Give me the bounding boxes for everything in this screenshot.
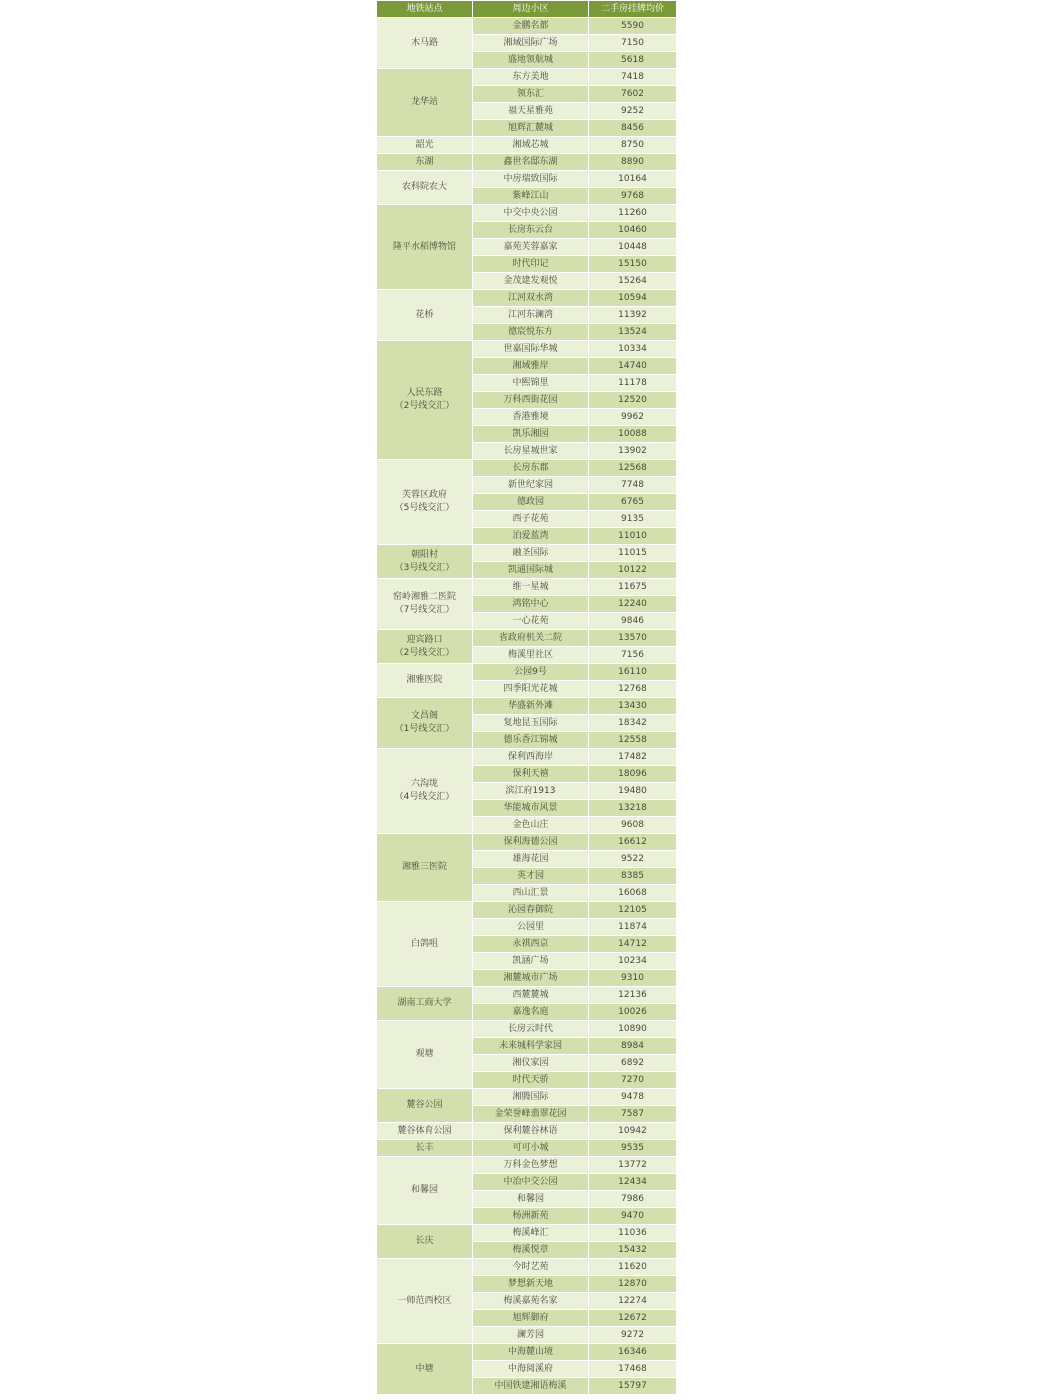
community-cell: 保利天禧 — [473, 766, 589, 783]
community-cell: 保利麓谷林语 — [473, 1123, 589, 1140]
station-cell — [377, 1089, 473, 1123]
station-name: 一师范西校区 — [397, 1295, 452, 1306]
community-cell: 万科金色梦想 — [473, 1157, 589, 1174]
station-transfer-note: （5号线交汇） — [394, 503, 455, 513]
price-cell: 10890 — [589, 1021, 677, 1038]
table-row — [377, 987, 677, 1004]
price-cell: 12136 — [589, 987, 677, 1004]
price-cell: 12274 — [589, 1293, 677, 1310]
price-cell: 15264 — [589, 273, 677, 290]
price-cell: 10234 — [589, 953, 677, 970]
community-cell: 香港雅境 — [473, 409, 589, 426]
community-cell: 湘仪家园 — [473, 1055, 589, 1072]
price-cell: 8890 — [589, 154, 677, 171]
price-cell: 18342 — [589, 715, 677, 732]
price-cell: 14712 — [589, 936, 677, 953]
header-row — [377, 1, 677, 18]
price-cell: 9535 — [589, 1140, 677, 1157]
station-name: 长丰 — [415, 1142, 434, 1153]
station-name: 木马路 — [410, 37, 438, 48]
price-cell: 9272 — [589, 1327, 677, 1344]
table-row — [377, 1123, 677, 1140]
community-cell: 保利海德公园 — [473, 834, 589, 851]
station-cell — [377, 290, 473, 341]
price-cell: 7156 — [589, 647, 677, 664]
station-name: 迎宾路口 — [406, 634, 443, 645]
community-cell: 世嘉国际华城 — [473, 341, 589, 358]
community-cell: 华能城市风景 — [473, 800, 589, 817]
community-cell: 旭辉汇麓城 — [473, 120, 589, 137]
community-cell: 公园9号 — [473, 664, 589, 681]
station-name: 朝阳村 — [410, 549, 438, 560]
table-row — [377, 545, 677, 562]
table-row — [377, 834, 677, 851]
community-cell: 江河双水湾 — [473, 290, 589, 307]
table-body — [377, 18, 677, 1395]
station-name: 湖南工商大学 — [397, 998, 452, 1008]
station-cell — [377, 1140, 473, 1157]
station-transfer-note: （2号线交汇） — [394, 647, 455, 658]
price-cell: 13902 — [589, 443, 677, 460]
station-name: 农科院农大 — [401, 182, 447, 192]
price-cell: 15150 — [589, 256, 677, 273]
price-cell: 12870 — [589, 1276, 677, 1293]
station-name: 麓谷公园 — [406, 1100, 443, 1110]
price-cell: 8456 — [589, 120, 677, 137]
station-cell — [377, 902, 473, 987]
community-cell: 长房东云台 — [473, 222, 589, 239]
community-cell: 金荣誉峰翡翠花园 — [473, 1106, 589, 1123]
station-transfer-note: （2号线交汇） — [394, 401, 455, 411]
header-price: 二手房挂牌均价 — [589, 1, 677, 18]
header-station: 地铁站点 — [377, 1, 473, 18]
community-cell: 杨洲新苑 — [473, 1208, 589, 1225]
price-cell: 9846 — [589, 613, 677, 630]
community-cell: 和馨园 — [473, 1191, 589, 1208]
community-cell: 凯涵广场 — [473, 953, 589, 970]
table-row — [377, 1140, 677, 1157]
station-cell — [377, 664, 473, 698]
price-cell: 13430 — [589, 698, 677, 715]
station-name: 窑岭湘雅二医院 — [392, 592, 456, 602]
community-cell: 省政府机关二院 — [473, 630, 589, 647]
community-cell: 中海阅溪府 — [473, 1361, 589, 1378]
price-cell: 14740 — [589, 358, 677, 375]
price-cell: 12520 — [589, 392, 677, 409]
community-cell: 湘域雅岸 — [473, 358, 589, 375]
price-cell: 17468 — [589, 1361, 677, 1378]
community-cell: 盛地领航城 — [473, 52, 589, 69]
community-cell: 融圣国际 — [473, 545, 589, 562]
community-cell: 湘域芯城 — [473, 137, 589, 154]
price-cell: 11178 — [589, 375, 677, 392]
station-cell — [377, 137, 473, 154]
community-cell: 中冶中交公园 — [473, 1174, 589, 1191]
table-row — [377, 137, 677, 154]
price-cell: 12768 — [589, 681, 677, 698]
table-row — [377, 698, 677, 715]
table-row — [377, 1089, 677, 1106]
price-cell: 12568 — [589, 460, 677, 477]
community-cell: 梅溪悦章 — [473, 1242, 589, 1259]
community-cell: 英才园 — [473, 868, 589, 885]
station-transfer-note: （3号线交汇） — [394, 562, 455, 573]
table-row — [377, 902, 677, 919]
price-cell: 13218 — [589, 800, 677, 817]
price-cell: 16110 — [589, 664, 677, 681]
community-cell: 中交中央公园 — [473, 205, 589, 222]
community-cell: 长房云时代 — [473, 1021, 589, 1038]
price-cell: 10448 — [589, 239, 677, 256]
station-cell — [377, 1259, 473, 1344]
table-row — [377, 171, 677, 188]
price-cell: 10942 — [589, 1123, 677, 1140]
table-row — [377, 154, 677, 171]
table-row — [377, 341, 677, 358]
community-cell: 嘉苑芙蓉嘉家 — [473, 239, 589, 256]
price-cell: 11874 — [589, 919, 677, 936]
table-row — [377, 1157, 677, 1174]
price-cell: 9522 — [589, 851, 677, 868]
community-cell: 东方美地 — [473, 69, 589, 86]
price-cell: 9310 — [589, 970, 677, 987]
price-cell: 7270 — [589, 1072, 677, 1089]
station-cell — [377, 698, 473, 749]
community-cell: 保利西海岸 — [473, 749, 589, 766]
community-cell: 长房星城世家 — [473, 443, 589, 460]
price-cell: 16612 — [589, 834, 677, 851]
community-cell: 西麓麓城 — [473, 987, 589, 1004]
price-cell: 5590 — [589, 18, 677, 35]
community-cell: 梅溪嘉苑名家 — [473, 1293, 589, 1310]
price-cell: 9768 — [589, 188, 677, 205]
price-cell: 15797 — [589, 1378, 677, 1395]
price-cell: 11015 — [589, 545, 677, 562]
price-cell: 10164 — [589, 171, 677, 188]
community-cell: 金色山庄 — [473, 817, 589, 834]
community-cell: 德政园 — [473, 494, 589, 511]
station-name: 观塘 — [415, 1049, 434, 1059]
station-transfer-note: （7号线交汇） — [394, 605, 455, 615]
price-cell: 10026 — [589, 1004, 677, 1021]
community-cell: 嘉逸名庭 — [473, 1004, 589, 1021]
community-cell: 梅溪里社区 — [473, 647, 589, 664]
station-cell — [377, 1157, 473, 1225]
table-row — [377, 1225, 677, 1242]
price-cell: 7418 — [589, 69, 677, 86]
price-cell: 11010 — [589, 528, 677, 545]
price-cell: 7748 — [589, 477, 677, 494]
community-cell: 新世纪家园 — [473, 477, 589, 494]
price-cell: 9252 — [589, 103, 677, 120]
station-name: 湘雅医院 — [406, 675, 443, 685]
community-cell: 紫峰江山 — [473, 188, 589, 205]
price-cell: 19480 — [589, 783, 677, 800]
community-cell: 永祺西京 — [473, 936, 589, 953]
table-row — [377, 69, 677, 86]
price-cell: 11036 — [589, 1225, 677, 1242]
price-cell: 9608 — [589, 817, 677, 834]
community-cell: 湘麓城市广场 — [473, 970, 589, 987]
community-cell: 领东汇 — [473, 86, 589, 103]
community-cell: 复地昆玉国际 — [473, 715, 589, 732]
price-cell: 6765 — [589, 494, 677, 511]
community-cell: 公园里 — [473, 919, 589, 936]
table-row — [377, 1344, 677, 1361]
price-cell: 7986 — [589, 1191, 677, 1208]
station-name: 龙华站 — [410, 97, 438, 107]
community-cell: 滨江府1913 — [473, 783, 589, 800]
community-cell: 中国铁建湘语梅溪 — [473, 1378, 589, 1395]
table-row — [377, 1021, 677, 1038]
station-cell — [377, 1123, 473, 1140]
community-cell: 福天星雅苑 — [473, 103, 589, 120]
price-cell: 12105 — [589, 902, 677, 919]
station-name: 文昌阁 — [410, 711, 438, 721]
station-name: 隆平水稻博物馆 — [392, 241, 456, 252]
community-cell: 西山汇景 — [473, 885, 589, 902]
table-row — [377, 18, 677, 35]
community-cell: 梦想新天地 — [473, 1276, 589, 1293]
community-cell: 泊爱蓝湾 — [473, 528, 589, 545]
community-cell: 中房瑞致国际 — [473, 171, 589, 188]
community-cell: 澜芳园 — [473, 1327, 589, 1344]
community-cell: 万科西街花园 — [473, 392, 589, 409]
station-cell — [377, 630, 473, 664]
station-transfer-note: （1号线交汇） — [394, 724, 455, 734]
table-row — [377, 579, 677, 596]
price-table — [376, 0, 677, 1395]
community-cell: 未来城科学家园 — [473, 1038, 589, 1055]
station-cell — [377, 545, 473, 579]
community-cell: 鑫世名邸东湖 — [473, 154, 589, 171]
station-cell — [377, 987, 473, 1021]
station-name: 湘雅三医院 — [401, 862, 447, 872]
community-cell: 凯乐湘园 — [473, 426, 589, 443]
station-cell — [377, 579, 473, 630]
station-cell — [377, 154, 473, 171]
community-cell: 湘腾国际 — [473, 1089, 589, 1106]
price-cell: 8984 — [589, 1038, 677, 1055]
community-cell: 时代天骄 — [473, 1072, 589, 1089]
community-cell: 四季阳光花城 — [473, 681, 589, 698]
station-cell — [377, 171, 473, 205]
station-name: 中塘 — [415, 1363, 434, 1374]
price-cell: 7602 — [589, 86, 677, 103]
station-cell — [377, 205, 473, 290]
community-cell: 中海麓山境 — [473, 1344, 589, 1361]
price-cell: 7150 — [589, 35, 677, 52]
community-cell: 雄海花园 — [473, 851, 589, 868]
table-row — [377, 290, 677, 307]
header-community: 周边小区 — [473, 1, 589, 18]
community-cell: 西子花苑 — [473, 511, 589, 528]
price-cell: 9135 — [589, 511, 677, 528]
station-cell — [377, 18, 473, 69]
community-cell: 华盛新外滩 — [473, 698, 589, 715]
table-row — [377, 205, 677, 222]
community-cell: 金鹏名都 — [473, 18, 589, 35]
community-cell: 时代印记 — [473, 256, 589, 273]
station-name: 麓谷体育公园 — [397, 1125, 452, 1136]
price-cell: 9478 — [589, 1089, 677, 1106]
price-cell: 12672 — [589, 1310, 677, 1327]
station-name: 芙蓉区政府 — [401, 490, 447, 500]
price-cell: 13772 — [589, 1157, 677, 1174]
table-row — [377, 1259, 677, 1276]
community-cell: 可可小城 — [473, 1140, 589, 1157]
community-cell: 梅溪峰汇 — [473, 1225, 589, 1242]
price-cell: 13570 — [589, 630, 677, 647]
price-table-container — [376, 0, 676, 1395]
price-cell: 12434 — [589, 1174, 677, 1191]
price-cell: 11260 — [589, 205, 677, 222]
station-cell — [377, 460, 473, 545]
station-cell — [377, 1344, 473, 1395]
community-cell: 德乐香江锦城 — [473, 732, 589, 749]
station-name: 花桥 — [415, 309, 434, 320]
station-name: 东湖 — [415, 156, 434, 167]
price-cell: 10460 — [589, 222, 677, 239]
station-cell — [377, 341, 473, 460]
price-cell: 17482 — [589, 749, 677, 766]
community-cell: 凯通国际城 — [473, 562, 589, 579]
station-cell — [377, 69, 473, 137]
table-row — [377, 630, 677, 647]
table-row — [377, 749, 677, 766]
price-cell: 11392 — [589, 307, 677, 324]
station-transfer-note: （4号线交汇） — [394, 792, 455, 802]
price-cell: 18096 — [589, 766, 677, 783]
price-cell: 7587 — [589, 1106, 677, 1123]
price-cell: 10334 — [589, 341, 677, 358]
price-cell: 16346 — [589, 1344, 677, 1361]
price-cell: 12558 — [589, 732, 677, 749]
station-cell — [377, 749, 473, 834]
community-cell: 江河东澜湾 — [473, 307, 589, 324]
community-cell: 沁园春御院 — [473, 902, 589, 919]
community-cell: 湘域国际广场 — [473, 35, 589, 52]
station-name: 韶光 — [415, 139, 434, 150]
community-cell: 德宸悦东方 — [473, 324, 589, 341]
station-name: 六沟垅 — [410, 779, 438, 789]
community-cell: 旭辉御府 — [473, 1310, 589, 1327]
community-cell: 维一星城 — [473, 579, 589, 596]
price-cell: 5618 — [589, 52, 677, 69]
community-cell: 一心花苑 — [473, 613, 589, 630]
table-row — [377, 460, 677, 477]
price-cell: 11620 — [589, 1259, 677, 1276]
community-cell: 长房东郡 — [473, 460, 589, 477]
price-cell: 8385 — [589, 868, 677, 885]
station-cell — [377, 834, 473, 902]
price-cell: 6892 — [589, 1055, 677, 1072]
price-cell: 10122 — [589, 562, 677, 579]
station-cell — [377, 1225, 473, 1259]
price-cell: 15432 — [589, 1242, 677, 1259]
price-cell: 12240 — [589, 596, 677, 613]
station-name: 和馨园 — [410, 1185, 438, 1195]
price-cell: 10088 — [589, 426, 677, 443]
price-cell: 8750 — [589, 137, 677, 154]
community-cell: 鸿铭中心 — [473, 596, 589, 613]
table-row — [377, 664, 677, 681]
station-cell — [377, 1021, 473, 1089]
price-cell: 11675 — [589, 579, 677, 596]
community-cell: 金茂建发观悦 — [473, 273, 589, 290]
price-cell: 9470 — [589, 1208, 677, 1225]
community-cell: 今时艺苑 — [473, 1259, 589, 1276]
station-name: 白鸽咀 — [410, 938, 438, 949]
price-cell: 13524 — [589, 324, 677, 341]
station-name: 人民东路 — [406, 388, 443, 398]
community-cell: 中熙锦里 — [473, 375, 589, 392]
station-name: 长庆 — [415, 1236, 434, 1246]
price-cell: 10594 — [589, 290, 677, 307]
price-cell: 16068 — [589, 885, 677, 902]
price-cell: 9962 — [589, 409, 677, 426]
